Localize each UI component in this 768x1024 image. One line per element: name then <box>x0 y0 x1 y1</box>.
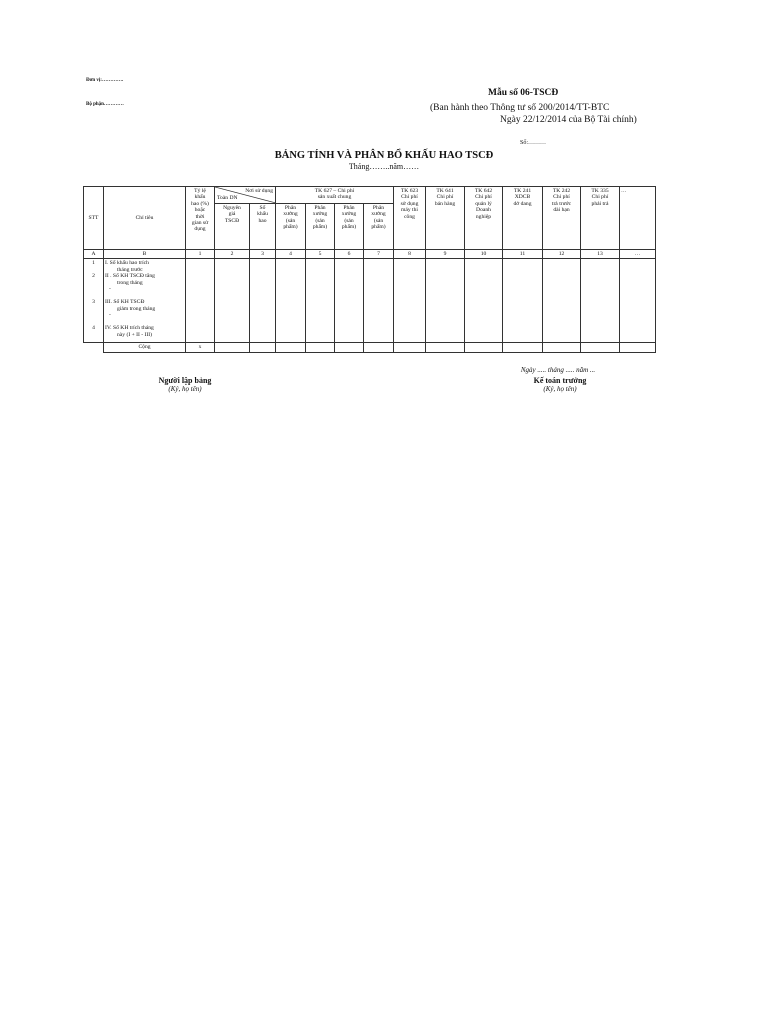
index-cell: 13 <box>581 250 620 259</box>
total-cell[interactable] <box>426 343 465 352</box>
header-tk623: TK 623 Chi phí sử dụng máy thi công <box>394 187 426 250</box>
document-number: Số:……… <box>520 140 547 146</box>
chi-tieu-cell: I. Số khấu hao trích tháng trước II . Số KH TSCĐ tăng trong tháng - III. Số KH TSCĐ giảm trong tháng - IV. Số KH trích tháng này (I + II - III) <box>104 259 186 343</box>
header-tk242: TK 242 Chi phí trả trước dài hạn <box>543 187 581 250</box>
data-cell[interactable] <box>186 259 215 343</box>
data-cell[interactable] <box>335 259 364 343</box>
data-cell[interactable] <box>276 259 306 343</box>
data-cell[interactable] <box>620 259 656 343</box>
index-cell: 10 <box>465 250 503 259</box>
index-cell: B <box>104 250 186 259</box>
table-row <box>84 259 656 343</box>
header-so-khau-hao: Số khấu hao <box>250 204 276 250</box>
preparer-title: Người lập bảng <box>158 376 212 385</box>
index-cell: 6 <box>335 250 364 259</box>
total-cell[interactable] <box>543 343 581 352</box>
header-nguyen-gia: Nguyên giá TSCĐ <box>215 204 250 250</box>
total-cell[interactable] <box>276 343 306 352</box>
header-tk641: TK 641 Chi phí bán hàng <box>426 187 465 250</box>
index-cell: 3 <box>250 250 276 259</box>
form-number: Mẫu số 06-TSCĐ <box>488 88 559 98</box>
signature-right <box>490 376 630 393</box>
index-cell: … <box>620 250 656 259</box>
data-cell[interactable] <box>543 259 581 343</box>
bo-phan-label: Bộ phận………… <box>86 102 124 107</box>
don-vi-label: Đơn vị:…………. <box>86 78 124 83</box>
index-cell: 2 <box>215 250 250 259</box>
header-phan-xuong-2: Phân xưởng (sản phẩm) <box>306 204 335 250</box>
total-cell[interactable] <box>306 343 335 352</box>
data-cell[interactable] <box>250 259 276 343</box>
chief-accountant-title: Kế toán trưởng <box>533 376 587 385</box>
total-cell[interactable] <box>581 343 620 352</box>
header-noi-su-dung <box>215 187 276 204</box>
chief-accountant-note: (Ký, họ tên) <box>543 385 577 393</box>
header-tk335: TK 335 Chi phí phải trả <box>581 187 620 250</box>
preparer-note: (Ký, họ tên) <box>168 385 202 393</box>
header-phan-xuong-3: Phân xưởng (sản phẩm) <box>335 204 364 250</box>
noi-su-dung-label: Nơi sử dụng <box>245 188 273 194</box>
index-cell: 12 <box>543 250 581 259</box>
data-cell[interactable] <box>394 259 426 343</box>
data-cell[interactable] <box>306 259 335 343</box>
total-cell[interactable] <box>215 343 250 352</box>
total-label: Cộng <box>104 343 186 352</box>
index-cell: 9 <box>426 250 465 259</box>
data-cell[interactable] <box>426 259 465 343</box>
total-cell[interactable] <box>503 343 543 352</box>
header-tk241: TK 241 XDCB dở dang <box>503 187 543 250</box>
header-stt: STT <box>84 187 104 250</box>
data-cell[interactable] <box>215 259 250 343</box>
index-cell: A <box>84 250 104 259</box>
index-cell: 7 <box>364 250 394 259</box>
depreciation-table <box>83 186 656 353</box>
issued-date: Ngày 22/12/2014 của Bộ Tài chính) <box>500 115 637 125</box>
signature-date: Ngày ..... tháng ..... năm ... <box>520 366 596 374</box>
document-subtitle: Tháng……..năm…… <box>348 162 420 171</box>
index-row <box>84 250 656 259</box>
header-chi-tieu: Chỉ tiêu <box>104 187 186 250</box>
index-cell: 8 <box>394 250 426 259</box>
toan-dn-label: Toàn DN <box>217 195 238 201</box>
header-phan-xuong-4: Phân xưởng (sản phẩm) <box>364 204 394 250</box>
total-cell[interactable] <box>620 343 656 352</box>
data-cell[interactable] <box>364 259 394 343</box>
header-tk642: TK 642 Chi phí quản lý Doanh nghiệp <box>465 187 503 250</box>
index-cell: 1 <box>186 250 215 259</box>
total-row <box>84 343 656 352</box>
issued-by: (Ban hành theo Thông tư số 200/2014/TT-BTC <box>430 103 610 113</box>
data-cell[interactable] <box>465 259 503 343</box>
data-cell[interactable] <box>581 259 620 343</box>
header-ty-le: Tỷ lệ khấu hao (%) hoặc thời gian sử dụng <box>186 187 215 250</box>
total-cell[interactable] <box>465 343 503 352</box>
header-more: … <box>620 187 656 250</box>
index-cell: 5 <box>306 250 335 259</box>
header-phan-xuong-1: Phân xưởng (sản phẩm) <box>276 204 306 250</box>
total-cell[interactable] <box>250 343 276 352</box>
total-cell[interactable] <box>364 343 394 352</box>
total-x: x <box>186 343 215 352</box>
stt-cell: 1 2 3 4 <box>84 259 104 343</box>
data-cell[interactable] <box>503 259 543 343</box>
index-cell: 11 <box>503 250 543 259</box>
index-cell: 4 <box>276 250 306 259</box>
document-title: BẢNG TÍNH VÀ PHÂN BỔ KHẤU HAO TSCĐ <box>274 150 494 161</box>
total-cell[interactable] <box>394 343 426 352</box>
signature-left <box>115 376 255 393</box>
total-blank <box>84 343 104 352</box>
header-tk627: TK 627 – Chi phí sản xuất chung <box>276 187 394 204</box>
total-cell[interactable] <box>335 343 364 352</box>
